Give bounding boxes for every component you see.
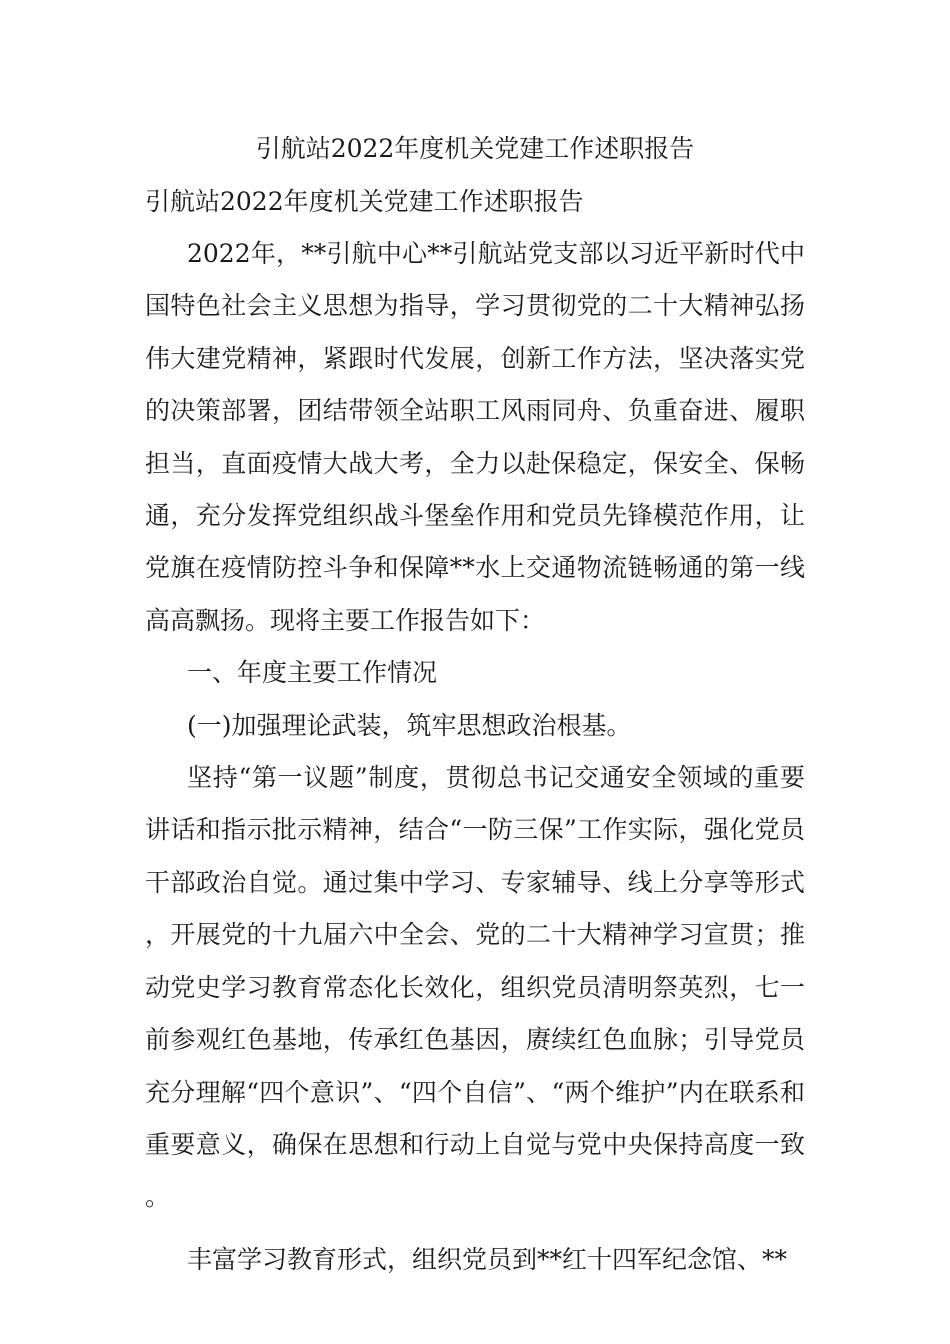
section-heading: 一、年度主要工作情况 <box>187 658 438 688</box>
document-subtitle: 引航站2022年度机关党建工作述职报告 <box>145 187 584 216</box>
document-body <box>145 228 805 1286</box>
subsection-heading: (一)加强理论武装，筑牢思想政治根基。 <box>187 710 632 740</box>
paragraph-intro: 2022年，**引航中心**引航站党支部以习近平新时代中国特色社会主义思想为指导，学习贯彻党的二十大精神弘扬伟大建党精神，紧跟时代发展，创新工作方法，坚决落实党的决策部署，团结带领全站职工风雨同舟、负重奋进、履职担当，直面疫情大战大考，全力以赴保稳定，保安全、保畅通，充分发挥党组织战斗堡垒作用和党员先锋模范作用，让党旗在疫情防控斗争和保障**水上交通物流链畅通的第一线高高飘扬。现将主要工作报告如下： <box>145 239 805 635</box>
paragraph-learning-forms: 丰富学习教育形式，组织党员到**红十四军纪念馆、** <box>187 1244 788 1274</box>
document-title: 引航站2022年度机关党建工作述职报告 <box>255 134 695 163</box>
paragraph-first-topic: 坚持“第一议题”制度，贯彻总书记交通安全领域的重要讲话和指示批示精神，结合“一防三保”工作实际，强化党员干部政治自觉。通过集中学习、专家辅导、线上分享等形式，开展党的十九届六中全会、党的二十大精神学习宣贯；推动党史学习教育常态化长效化，组织党员清明祭英烈，七一前参观红色基地，传承红色基因，赓续红色血脉；引导党员充分理解“四个意识”、“四个自信”、“两个维护”内在联系和重要意义，确保在思想和行动上自觉与党中央保持高度一致。 <box>145 763 805 1212</box>
